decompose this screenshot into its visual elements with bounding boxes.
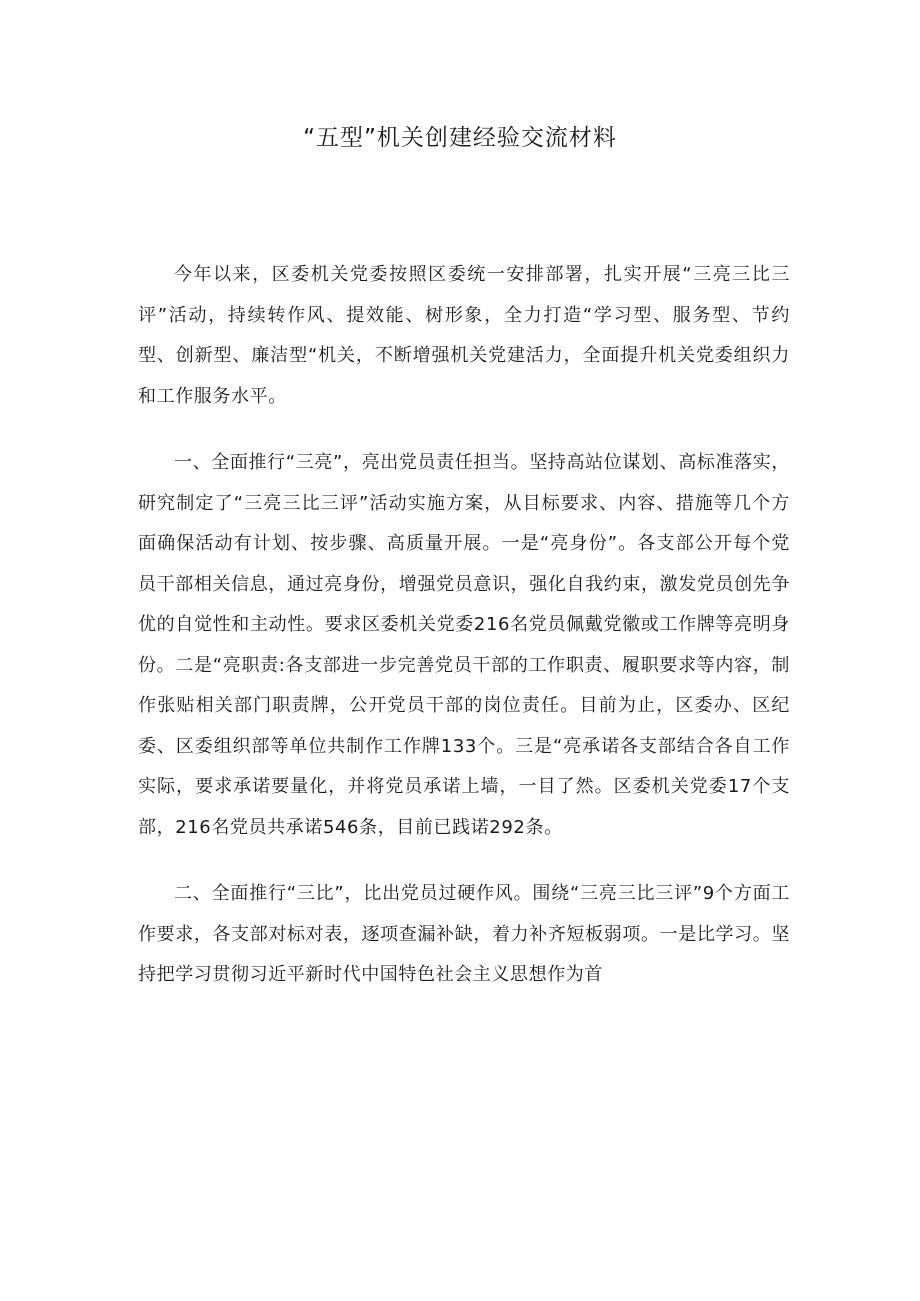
paragraph-intro: 今年以来，区委机关党委按照区委统一安排部署，扎实开展“三亮三比三评”活动，持续转作风、提效能、树形象，全力打造“学习型、服务型、节约型、创新型、廉洁型“机关，不断增强机关党建活力，全面提升机关党委组织力和工作服务水平。	[138, 264, 790, 407]
paragraph-section-one: 一、全面推行“三亮”，亮出党员责任担当。坚持高站位谋划、高标准落实，研究制定了“三亮三比三评”活动实施方案，从目标要求、内容、措施等几个方面确保活动有计划、按步骤、高质量开展。一是“亮身份”。各支部公开每个党员干部相关信息，通过亮身份，增强党员意识，强化自我约束，激发党员创先争优的自觉性和主动性。要求区委机关党委216名党员佩戴党徽或工作牌等亮明身份。二是“亮职责:各支部进一步完善党员干部的工作职责、履职要求等内容，制作张贴相关部门职责牌，公开党员干部的岗位责任。目前为止，区委办、区纪委、区委组织部等单位共制作工作牌133个。三是“亮承诺各支部结合各自工作实际，要求承诺要量化，并将党员承诺上墙，一目了然。区委机关党委17个支部，216名党员共承诺546条，目前已践诺292条。	[138, 452, 790, 838]
document-body	[138, 255, 790, 1022]
paragraph-section-two: 二、全面推行“三比”，比出党员过硬作风。围绕“三亮三比三评”9个方面工作要求，各支部对标对表，逐项查漏补缺，着力补齐短板弱项。一是比学习。坚持把学习贯彻习近平新时代中国特色社会主义思想作为首	[138, 883, 790, 985]
document-title: “五型”机关创建经验交流材料	[303, 125, 617, 151]
